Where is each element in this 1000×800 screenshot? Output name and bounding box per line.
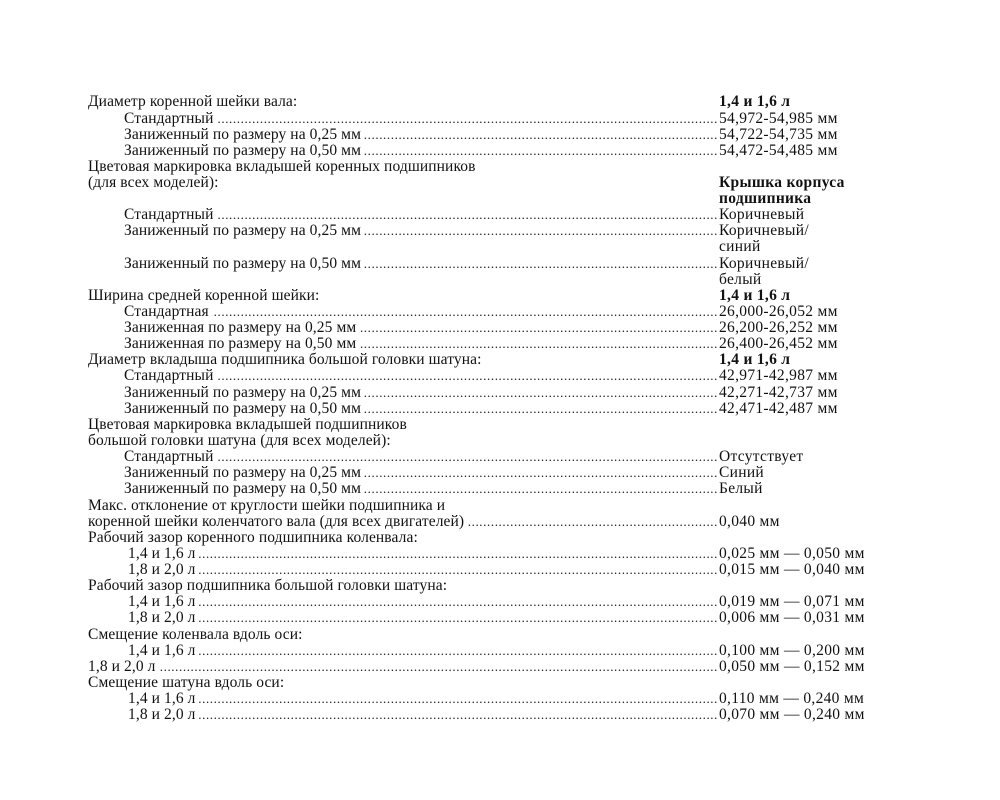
spec-value: 0,100 мм — 0,200 мм <box>719 642 865 659</box>
spec-label: 1,4 и 1,6 л <box>128 593 196 610</box>
spec-value: белый <box>719 271 762 288</box>
spec-row <box>0 271 1000 288</box>
spec-row <box>0 432 1000 449</box>
spec-label: коренной шейки коленчатого вала (для всех двигателей) <box>88 513 465 530</box>
spec-row <box>0 303 1000 320</box>
spec-row <box>0 335 1000 352</box>
dot-leader <box>364 400 718 417</box>
spec-value: Крышка корпуса <box>719 174 845 191</box>
dot-leader <box>216 206 718 223</box>
dot-leader <box>364 142 718 159</box>
spec-label: 1,4 и 1,6 л <box>128 690 196 707</box>
spec-row <box>0 384 1000 401</box>
dot-leader <box>199 706 718 723</box>
spec-value: 26,400-26,452 мм <box>719 335 838 352</box>
spec-value: Коричневый <box>719 206 805 223</box>
spec-row <box>0 480 1000 497</box>
spec-label: Заниженный по размеру на 0,25 мм <box>124 222 361 239</box>
spec-value: Коричневый/ <box>719 222 809 239</box>
spec-label: Заниженная по размеру на 0,50 мм <box>124 335 357 352</box>
spec-row <box>0 142 1000 159</box>
spec-row <box>0 319 1000 336</box>
spec-row <box>0 93 1000 110</box>
spec-label: Заниженная по размеру на 0,25 мм <box>124 319 357 336</box>
spec-value: 1,4 и 1,6 л <box>719 287 791 304</box>
spec-row <box>0 190 1000 207</box>
spec-value: 54,472-54,485 мм <box>719 142 838 159</box>
dot-leader <box>364 222 718 239</box>
spec-row <box>0 287 1000 304</box>
spec-label: 1,8 и 2,0 л <box>128 561 196 578</box>
dot-leader <box>212 303 718 320</box>
spec-label: Макс. отклонение от круглости шейки подшипника и <box>88 497 446 514</box>
spec-label: 1,8 и 2,0 л <box>88 658 156 675</box>
spec-label: большой головки шатуна (для всех моделей): <box>88 432 391 449</box>
spec-row <box>0 674 1000 691</box>
spec-label: Смещение коленвала вдоль оси: <box>88 626 303 643</box>
spec-row <box>0 238 1000 255</box>
spec-label: 1,4 и 1,6 л <box>128 642 196 659</box>
spec-label: Стандартный <box>124 448 214 465</box>
spec-row <box>0 400 1000 417</box>
spec-row <box>0 367 1000 384</box>
spec-label: Заниженный по размеру на 0,50 мм <box>124 142 361 159</box>
spec-value: 42,271-42,737 мм <box>719 384 838 401</box>
spec-value: 0,015 мм — 0,040 мм <box>719 561 865 578</box>
spec-label: Стандартная <box>124 303 209 320</box>
dot-leader <box>364 464 718 481</box>
spec-value: Коричневый/ <box>719 255 809 272</box>
spec-value: 0,019 мм — 0,071 мм <box>719 593 865 610</box>
dot-leader <box>364 255 718 272</box>
spec-row <box>0 158 1000 175</box>
spec-row <box>0 416 1000 433</box>
dot-leader <box>359 319 718 336</box>
spec-row <box>0 464 1000 481</box>
spec-label: 1,8 и 2,0 л <box>128 609 196 626</box>
dot-leader <box>359 335 718 352</box>
dot-leader <box>364 480 718 497</box>
spec-label: 1,4 и 1,6 л <box>128 545 196 562</box>
dot-leader <box>159 658 718 675</box>
spec-label: Рабочий зазор подшипника большой головки шатуна: <box>88 577 448 594</box>
dot-leader <box>199 609 718 626</box>
spec-label: Стандартный <box>124 110 214 127</box>
spec-row <box>0 690 1000 707</box>
spec-row <box>0 174 1000 191</box>
spec-value: 42,471-42,487 мм <box>719 400 838 417</box>
spec-label: Диаметр коренной шейки вала: <box>88 93 298 110</box>
spec-label: Диаметр вкладыша подшипника большой головки шатуна: <box>88 351 482 368</box>
spec-row <box>0 255 1000 272</box>
spec-row <box>0 497 1000 514</box>
spec-label: Рабочий зазор коренного подшипника коленвала: <box>88 529 418 546</box>
spec-value: 54,722-54,735 мм <box>719 126 838 143</box>
spec-row <box>0 626 1000 643</box>
dot-leader <box>216 367 718 384</box>
spec-row <box>0 110 1000 127</box>
spec-value: Синий <box>719 464 765 481</box>
spec-label: Заниженный по размеру на 0,25 мм <box>124 464 361 481</box>
dot-leader <box>216 448 718 465</box>
spec-value: 1,4 и 1,6 л <box>719 351 791 368</box>
spec-label: Стандартный <box>124 367 214 384</box>
spec-row <box>0 658 1000 675</box>
spec-value: Отсутствует <box>719 448 804 465</box>
spec-value: 0,110 мм — 0,240 мм <box>719 690 865 707</box>
spec-row <box>0 577 1000 594</box>
spec-value: 1,4 и 1,6 л <box>719 93 791 110</box>
spec-label: Цветовая маркировка вкладышей коренных подшипников <box>88 158 476 175</box>
dot-leader <box>364 126 718 143</box>
spec-value: синий <box>719 238 761 255</box>
spec-row <box>0 642 1000 659</box>
spec-label: Ширина средней коренной шейки: <box>88 287 320 304</box>
spec-row <box>0 545 1000 562</box>
dot-leader <box>199 642 718 659</box>
spec-value: 54,972-54,985 мм <box>719 110 838 127</box>
dot-leader <box>364 384 718 401</box>
spec-row <box>0 126 1000 143</box>
spec-value: 0,040 мм <box>719 513 780 530</box>
spec-value: 0,025 мм — 0,050 мм <box>719 545 865 562</box>
dot-leader <box>216 110 718 127</box>
spec-value: 26,200-26,252 мм <box>719 319 838 336</box>
spec-value: подшипника <box>719 190 812 207</box>
spec-row <box>0 351 1000 368</box>
spec-row <box>0 513 1000 530</box>
spec-row <box>0 593 1000 610</box>
spec-label: 1,8 и 2,0 л <box>128 706 196 723</box>
spec-label: Заниженный по размеру на 0,25 мм <box>124 126 361 143</box>
spec-label: Смещение шатуна вдоль оси: <box>88 674 285 691</box>
spec-label: Заниженный по размеру на 0,50 мм <box>124 255 361 272</box>
spec-row <box>0 706 1000 723</box>
spec-value: 0,006 мм — 0,031 мм <box>719 609 865 626</box>
spec-value: 26,000-26,052 мм <box>719 303 838 320</box>
spec-label: Стандартный <box>124 206 214 223</box>
spec-row <box>0 529 1000 546</box>
spec-row <box>0 561 1000 578</box>
dot-leader <box>199 593 718 610</box>
dot-leader <box>199 545 718 562</box>
spec-row <box>0 448 1000 465</box>
dot-leader <box>199 561 718 578</box>
spec-value: 0,070 мм — 0,240 мм <box>719 706 865 723</box>
spec-value: 42,971-42,987 мм <box>719 367 838 384</box>
spec-row <box>0 206 1000 223</box>
dot-leader <box>467 513 718 530</box>
spec-row <box>0 609 1000 626</box>
spec-row <box>0 222 1000 239</box>
spec-label: (для всех моделей): <box>88 174 219 191</box>
spec-label: Заниженный по размеру на 0,50 мм <box>124 400 361 417</box>
spec-label: Заниженный по размеру на 0,25 мм <box>124 384 361 401</box>
spec-value: 0,050 мм — 0,152 мм <box>719 658 865 675</box>
spec-label: Цветовая маркировка вкладышей подшипников <box>88 416 407 433</box>
spec-value: Белый <box>719 480 763 497</box>
dot-leader <box>199 690 718 707</box>
spec-label: Заниженный по размеру на 0,50 мм <box>124 480 361 497</box>
